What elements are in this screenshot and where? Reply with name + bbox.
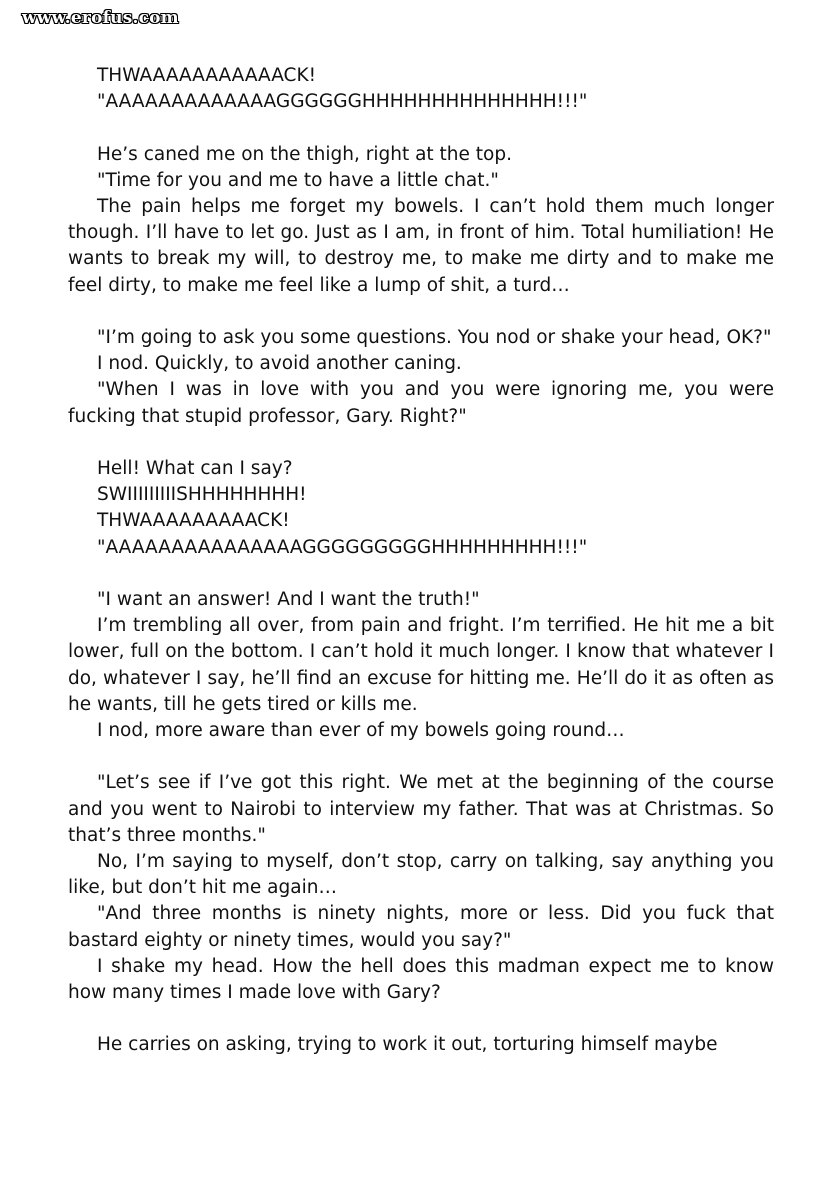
paragraph-gap: [68, 299, 774, 325]
paragraph: "Time for you and me to have a little chat.": [97, 169, 499, 191]
paragraph: "Let’s see if I’ve got this right. We met at the beginning of the course and you went to Nairobi to interview my father. That was at Christmas. So that’s three months.": [68, 772, 774, 846]
paragraph-gap: [68, 1006, 774, 1032]
paragraph-gap: [68, 561, 774, 587]
paragraph: THWAAAAAAAAACK!: [97, 510, 290, 532]
paragraph-gap: [68, 115, 774, 141]
paragraph: "AAAAAAAAAAAAAGGGGGGHHHHHHHHHHHHHH!!!": [97, 91, 588, 113]
paragraph: Hell! What can I say?: [97, 458, 293, 479]
paragraph: The pain helps me forget my bowels. I can’t hold them much longer though. I’ll have to let go. Just as I am, in front of him. Total humiliation! He wants to break my will, to destroy me, to make me dirty and to make me feel dirty, to make me feel like a lump of shit, a turd…: [68, 196, 774, 296]
paragraph-gap: [68, 430, 774, 456]
paragraph: THWAAAAAAAAAAACK!: [97, 65, 316, 86]
paragraph: I nod. Quickly, to avoid another caning.: [97, 353, 462, 375]
paragraph: "And three months is ninety nights, more or less. Did you fuck that bastard eighty or ninety times, would you say?": [68, 903, 774, 951]
paragraph: I nod, more aware than ever of my bowels going round…: [97, 720, 625, 742]
paragraph-gap: [68, 744, 774, 770]
paragraph: I’m trembling all over, from pain and fright. I’m terrified. He hit me a bit lower, full on the bottom. I can’t hold it much longer. I know that whatever I do, whatever I say, he’ll find an excuse for hitting me. He’ll do it as often as he wants, till he gets tired or kills me.: [68, 615, 774, 715]
paragraph: No, I’m saying to myself, don’t stop, carry on talking, say anything you like, but don’t hit me again…: [68, 851, 774, 899]
paragraph: He’s caned me on the thigh, right at the top.: [97, 143, 512, 165]
paragraph: He carries on asking, trying to work it out, torturing himself maybe: [97, 1034, 718, 1056]
document-body: [68, 63, 774, 1059]
site-watermark: www.erofus.com: [22, 8, 179, 28]
paragraph: "When I was in love with you and you were ignoring me, you were fucking that stupid professor, Gary. Right?": [68, 379, 774, 427]
paragraph: "I want an answer! And I want the truth!": [97, 589, 480, 610]
paragraph: I shake my head. How the hell does this madman expect me to know how many times I made love with Gary?: [68, 955, 774, 1004]
paragraph: "I’m going to ask you some questions. You nod or shake your head, OK?": [97, 327, 772, 348]
paragraph: SWIIIIIIIIISHHHHHHHH!: [97, 484, 307, 506]
paragraph: "AAAAAAAAAAAAAAAGGGGGGGGGHHHHHHHHH!!!": [97, 536, 588, 558]
